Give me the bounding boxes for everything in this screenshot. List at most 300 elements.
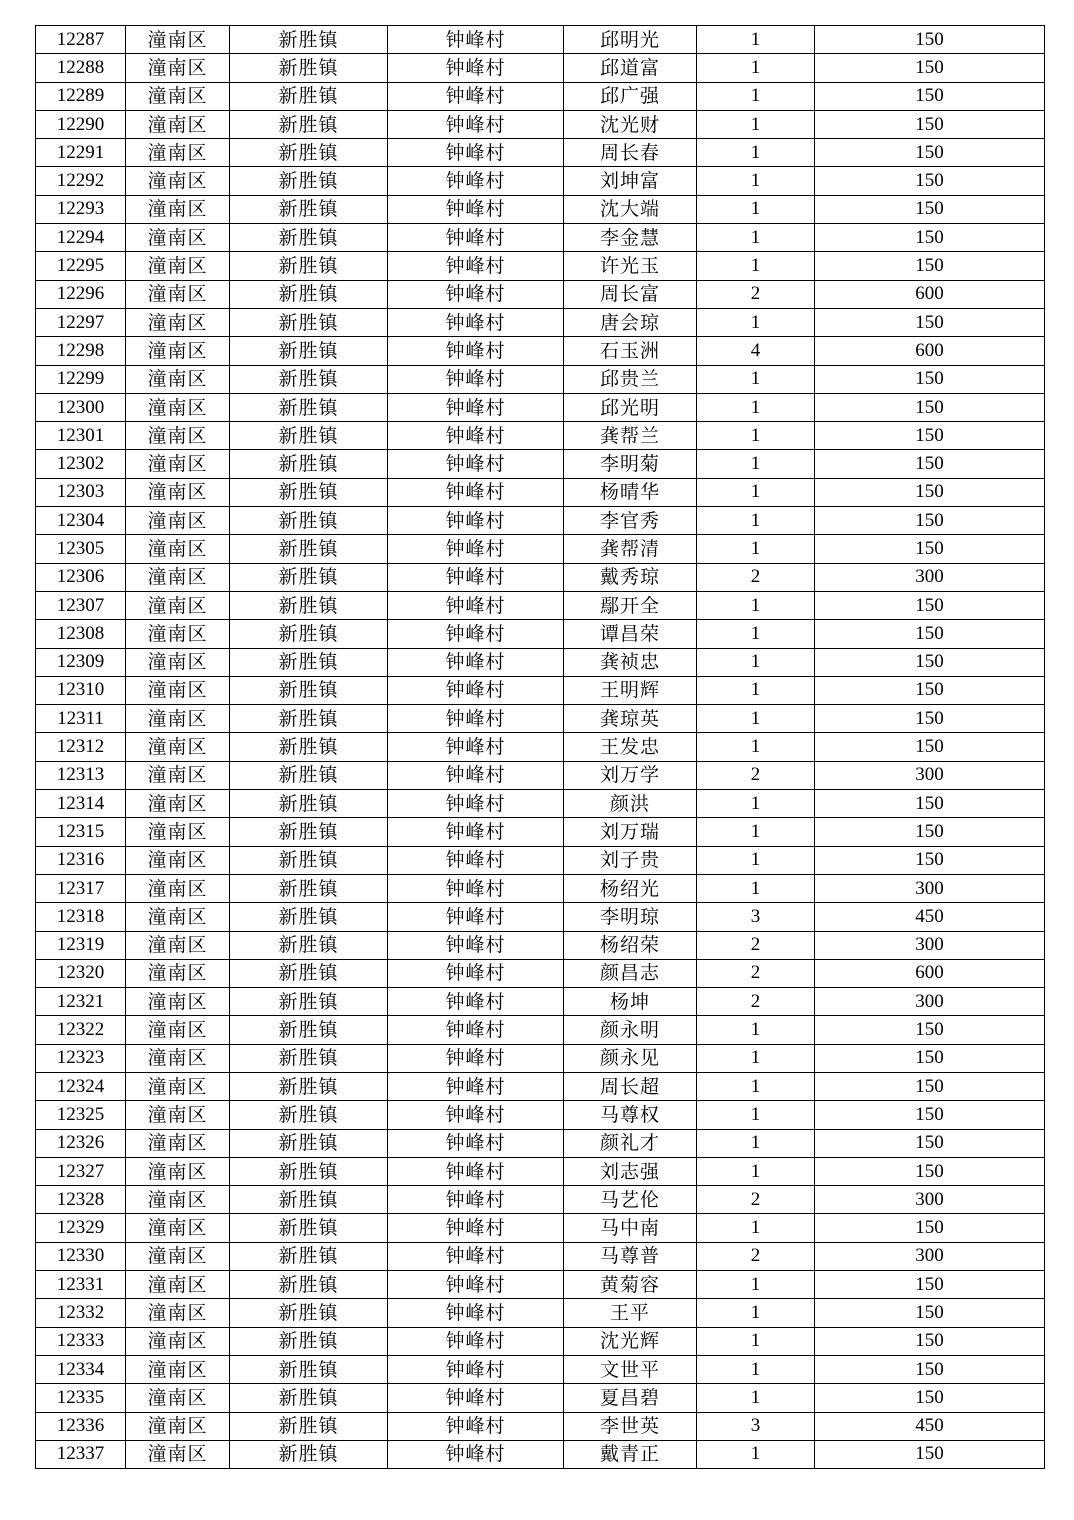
cell-district: 潼南区: [126, 1072, 230, 1100]
cell-amount: 450: [815, 903, 1045, 931]
cell-row-number: 12326: [36, 1129, 126, 1157]
cell-district: 潼南区: [126, 82, 230, 110]
cell-row-number: 12322: [36, 1016, 126, 1044]
cell-district: 潼南区: [126, 591, 230, 619]
table-row: [36, 167, 1045, 195]
cell-district: 潼南区: [126, 365, 230, 393]
cell-row-number: 12300: [36, 393, 126, 421]
cell-row-number: 12292: [36, 167, 126, 195]
cell-name: 颜昌志: [564, 959, 697, 987]
cell-row-number: 12333: [36, 1327, 126, 1355]
cell-amount: 150: [815, 54, 1045, 82]
cell-name: 周长春: [564, 139, 697, 167]
cell-town: 新胜镇: [230, 1440, 388, 1468]
cell-town: 新胜镇: [230, 620, 388, 648]
cell-name: 颜洪: [564, 790, 697, 818]
cell-household-count: 1: [697, 790, 815, 818]
cell-amount: 150: [815, 1129, 1045, 1157]
table-row: [36, 54, 1045, 82]
records-table: [35, 25, 1045, 1469]
cell-name: 邱道富: [564, 54, 697, 82]
cell-household-count: 1: [697, 648, 815, 676]
cell-household-count: 1: [697, 535, 815, 563]
cell-village: 钟峰村: [388, 1299, 564, 1327]
cell-district: 潼南区: [126, 252, 230, 280]
cell-village: 钟峰村: [388, 1186, 564, 1214]
cell-village: 钟峰村: [388, 1072, 564, 1100]
cell-name: 刘子贵: [564, 846, 697, 874]
cell-amount: 300: [815, 563, 1045, 591]
table-row: [36, 818, 1045, 846]
cell-row-number: 12309: [36, 648, 126, 676]
table-row: [36, 931, 1045, 959]
cell-amount: 150: [815, 393, 1045, 421]
cell-row-number: 12299: [36, 365, 126, 393]
cell-district: 潼南区: [126, 733, 230, 761]
cell-name: 邱光明: [564, 393, 697, 421]
cell-row-number: 12310: [36, 676, 126, 704]
cell-district: 潼南区: [126, 1299, 230, 1327]
table-row: [36, 761, 1045, 789]
cell-household-count: 1: [697, 1440, 815, 1468]
cell-name: 李金慧: [564, 224, 697, 252]
cell-name: 唐会琼: [564, 308, 697, 336]
cell-village: 钟峰村: [388, 195, 564, 223]
table-row: [36, 620, 1045, 648]
cell-row-number: 12298: [36, 337, 126, 365]
cell-town: 新胜镇: [230, 139, 388, 167]
table-row: [36, 1384, 1045, 1412]
cell-household-count: 1: [697, 1299, 815, 1327]
cell-household-count: 1: [697, 195, 815, 223]
table-row: [36, 139, 1045, 167]
table-row: [36, 959, 1045, 987]
cell-household-count: 1: [697, 26, 815, 54]
cell-name: 鄢开全: [564, 591, 697, 619]
cell-name: 邱明光: [564, 26, 697, 54]
cell-amount: 150: [815, 1355, 1045, 1383]
cell-district: 潼南区: [126, 26, 230, 54]
cell-household-count: 3: [697, 1412, 815, 1440]
table-row: [36, 563, 1045, 591]
cell-row-number: 12316: [36, 846, 126, 874]
cell-district: 潼南区: [126, 988, 230, 1016]
cell-district: 潼南区: [126, 931, 230, 959]
cell-village: 钟峰村: [388, 705, 564, 733]
cell-amount: 300: [815, 931, 1045, 959]
cell-name: 龚琼英: [564, 705, 697, 733]
cell-district: 潼南区: [126, 280, 230, 308]
cell-village: 钟峰村: [388, 450, 564, 478]
table-row: [36, 280, 1045, 308]
table-row: [36, 790, 1045, 818]
table-row: [36, 1412, 1045, 1440]
cell-town: 新胜镇: [230, 591, 388, 619]
cell-amount: 150: [815, 139, 1045, 167]
cell-town: 新胜镇: [230, 733, 388, 761]
cell-household-count: 1: [697, 705, 815, 733]
cell-row-number: 12327: [36, 1157, 126, 1185]
cell-amount: 150: [815, 110, 1045, 138]
cell-row-number: 12313: [36, 761, 126, 789]
cell-district: 潼南区: [126, 422, 230, 450]
cell-row-number: 12331: [36, 1271, 126, 1299]
cell-amount: 150: [815, 507, 1045, 535]
cell-amount: 150: [815, 1327, 1045, 1355]
cell-household-count: 1: [697, 1214, 815, 1242]
cell-district: 潼南区: [126, 308, 230, 336]
cell-amount: 150: [815, 705, 1045, 733]
cell-district: 潼南区: [126, 648, 230, 676]
cell-name: 李明菊: [564, 450, 697, 478]
cell-district: 潼南区: [126, 846, 230, 874]
table-row: [36, 26, 1045, 54]
cell-row-number: 12328: [36, 1186, 126, 1214]
cell-district: 潼南区: [126, 620, 230, 648]
cell-amount: 150: [815, 846, 1045, 874]
cell-amount: 150: [815, 676, 1045, 704]
cell-amount: 450: [815, 1412, 1045, 1440]
cell-village: 钟峰村: [388, 931, 564, 959]
cell-village: 钟峰村: [388, 846, 564, 874]
cell-town: 新胜镇: [230, 365, 388, 393]
cell-village: 钟峰村: [388, 1327, 564, 1355]
cell-town: 新胜镇: [230, 280, 388, 308]
cell-name: 刘坤富: [564, 167, 697, 195]
table-row: [36, 733, 1045, 761]
cell-district: 潼南区: [126, 337, 230, 365]
cell-name: 颜礼才: [564, 1129, 697, 1157]
cell-household-count: 2: [697, 988, 815, 1016]
cell-household-count: 1: [697, 450, 815, 478]
table-row: [36, 591, 1045, 619]
cell-household-count: 1: [697, 874, 815, 902]
cell-household-count: 1: [697, 846, 815, 874]
cell-amount: 150: [815, 1214, 1045, 1242]
cell-district: 潼南区: [126, 818, 230, 846]
cell-amount: 150: [815, 1072, 1045, 1100]
cell-household-count: 1: [697, 1157, 815, 1185]
table-row: [36, 308, 1045, 336]
cell-row-number: 12305: [36, 535, 126, 563]
table-row: [36, 846, 1045, 874]
cell-amount: 150: [815, 252, 1045, 280]
cell-household-count: 1: [697, 1044, 815, 1072]
cell-village: 钟峰村: [388, 26, 564, 54]
cell-amount: 150: [815, 365, 1045, 393]
cell-town: 新胜镇: [230, 676, 388, 704]
cell-town: 新胜镇: [230, 252, 388, 280]
table-row: [36, 1129, 1045, 1157]
cell-row-number: 12308: [36, 620, 126, 648]
cell-district: 潼南区: [126, 110, 230, 138]
cell-village: 钟峰村: [388, 591, 564, 619]
cell-amount: 150: [815, 620, 1045, 648]
cell-village: 钟峰村: [388, 903, 564, 931]
cell-village: 钟峰村: [388, 167, 564, 195]
cell-household-count: 2: [697, 959, 815, 987]
cell-town: 新胜镇: [230, 54, 388, 82]
cell-name: 刘志强: [564, 1157, 697, 1185]
cell-amount: 150: [815, 1440, 1045, 1468]
cell-village: 钟峰村: [388, 1355, 564, 1383]
cell-town: 新胜镇: [230, 1327, 388, 1355]
cell-row-number: 12315: [36, 818, 126, 846]
cell-household-count: 2: [697, 1186, 815, 1214]
cell-name: 周长超: [564, 1072, 697, 1100]
cell-district: 潼南区: [126, 903, 230, 931]
cell-town: 新胜镇: [230, 648, 388, 676]
cell-row-number: 12306: [36, 563, 126, 591]
table-row: [36, 903, 1045, 931]
cell-district: 潼南区: [126, 1355, 230, 1383]
cell-district: 潼南区: [126, 563, 230, 591]
cell-row-number: 12294: [36, 224, 126, 252]
cell-name: 马艺伦: [564, 1186, 697, 1214]
table-row: [36, 705, 1045, 733]
cell-household-count: 1: [697, 1016, 815, 1044]
cell-household-count: 1: [697, 1072, 815, 1100]
cell-row-number: 12312: [36, 733, 126, 761]
cell-household-count: 1: [697, 1355, 815, 1383]
cell-row-number: 12325: [36, 1101, 126, 1129]
cell-village: 钟峰村: [388, 620, 564, 648]
cell-district: 潼南区: [126, 874, 230, 902]
cell-amount: 150: [815, 1016, 1045, 1044]
table-row: [36, 337, 1045, 365]
cell-row-number: 12334: [36, 1355, 126, 1383]
cell-village: 钟峰村: [388, 733, 564, 761]
cell-town: 新胜镇: [230, 903, 388, 931]
cell-name: 马中南: [564, 1214, 697, 1242]
cell-row-number: 12289: [36, 82, 126, 110]
cell-amount: 300: [815, 1242, 1045, 1270]
cell-amount: 150: [815, 535, 1045, 563]
cell-town: 新胜镇: [230, 1299, 388, 1327]
cell-name: 周长富: [564, 280, 697, 308]
cell-name: 颜永明: [564, 1016, 697, 1044]
cell-village: 钟峰村: [388, 1384, 564, 1412]
cell-row-number: 12337: [36, 1440, 126, 1468]
cell-name: 许光玉: [564, 252, 697, 280]
table-row: [36, 648, 1045, 676]
cell-row-number: 12329: [36, 1214, 126, 1242]
cell-village: 钟峰村: [388, 54, 564, 82]
cell-household-count: 1: [697, 1327, 815, 1355]
cell-amount: 600: [815, 280, 1045, 308]
cell-town: 新胜镇: [230, 1412, 388, 1440]
cell-amount: 150: [815, 648, 1045, 676]
cell-town: 新胜镇: [230, 167, 388, 195]
table-row: [36, 1157, 1045, 1185]
cell-amount: 150: [815, 733, 1045, 761]
cell-name: 沈光辉: [564, 1327, 697, 1355]
cell-name: 李世英: [564, 1412, 697, 1440]
cell-household-count: 1: [697, 167, 815, 195]
cell-village: 钟峰村: [388, 1044, 564, 1072]
cell-amount: 150: [815, 818, 1045, 846]
cell-amount: 150: [815, 224, 1045, 252]
table-row: [36, 1072, 1045, 1100]
cell-district: 潼南区: [126, 535, 230, 563]
cell-town: 新胜镇: [230, 818, 388, 846]
cell-village: 钟峰村: [388, 308, 564, 336]
cell-name: 龚帮清: [564, 535, 697, 563]
cell-district: 潼南区: [126, 1271, 230, 1299]
cell-household-count: 1: [697, 591, 815, 619]
cell-district: 潼南区: [126, 450, 230, 478]
cell-town: 新胜镇: [230, 26, 388, 54]
cell-district: 潼南区: [126, 1384, 230, 1412]
cell-household-count: 2: [697, 280, 815, 308]
cell-district: 潼南区: [126, 676, 230, 704]
cell-village: 钟峰村: [388, 648, 564, 676]
cell-village: 钟峰村: [388, 988, 564, 1016]
cell-name: 王平: [564, 1299, 697, 1327]
cell-district: 潼南区: [126, 54, 230, 82]
cell-district: 潼南区: [126, 1044, 230, 1072]
cell-village: 钟峰村: [388, 563, 564, 591]
table-row: [36, 1016, 1045, 1044]
cell-town: 新胜镇: [230, 110, 388, 138]
cell-town: 新胜镇: [230, 422, 388, 450]
cell-village: 钟峰村: [388, 676, 564, 704]
cell-household-count: 1: [697, 818, 815, 846]
cell-household-count: 1: [697, 393, 815, 421]
cell-village: 钟峰村: [388, 365, 564, 393]
cell-town: 新胜镇: [230, 1242, 388, 1270]
cell-amount: 150: [815, 1271, 1045, 1299]
cell-amount: 150: [815, 1044, 1045, 1072]
cell-name: 石玉洲: [564, 337, 697, 365]
cell-village: 钟峰村: [388, 1214, 564, 1242]
cell-village: 钟峰村: [388, 252, 564, 280]
cell-town: 新胜镇: [230, 959, 388, 987]
cell-row-number: 12307: [36, 591, 126, 619]
cell-village: 钟峰村: [388, 337, 564, 365]
cell-village: 钟峰村: [388, 790, 564, 818]
cell-name: 刘万学: [564, 761, 697, 789]
cell-district: 潼南区: [126, 1157, 230, 1185]
cell-district: 潼南区: [126, 478, 230, 506]
cell-household-count: 4: [697, 337, 815, 365]
cell-row-number: 12290: [36, 110, 126, 138]
cell-household-count: 1: [697, 1384, 815, 1412]
cell-household-count: 1: [697, 1129, 815, 1157]
cell-district: 潼南区: [126, 1412, 230, 1440]
cell-district: 潼南区: [126, 1101, 230, 1129]
cell-name: 杨绍光: [564, 874, 697, 902]
cell-household-count: 1: [697, 224, 815, 252]
table-row: [36, 1327, 1045, 1355]
table-row: [36, 1044, 1045, 1072]
cell-name: 杨晴华: [564, 478, 697, 506]
cell-town: 新胜镇: [230, 1384, 388, 1412]
cell-name: 颜永见: [564, 1044, 697, 1072]
table-row: [36, 450, 1045, 478]
cell-amount: 150: [815, 195, 1045, 223]
table-row: [36, 365, 1045, 393]
cell-household-count: 1: [697, 1271, 815, 1299]
cell-household-count: 1: [697, 82, 815, 110]
cell-town: 新胜镇: [230, 1271, 388, 1299]
cell-row-number: 12336: [36, 1412, 126, 1440]
cell-town: 新胜镇: [230, 507, 388, 535]
cell-amount: 300: [815, 1186, 1045, 1214]
table-row: [36, 252, 1045, 280]
cell-row-number: 12301: [36, 422, 126, 450]
table-row: [36, 1101, 1045, 1129]
cell-village: 钟峰村: [388, 478, 564, 506]
cell-town: 新胜镇: [230, 1157, 388, 1185]
cell-amount: 150: [815, 422, 1045, 450]
cell-name: 沈光财: [564, 110, 697, 138]
cell-row-number: 12335: [36, 1384, 126, 1412]
cell-village: 钟峰村: [388, 1440, 564, 1468]
cell-row-number: 12303: [36, 478, 126, 506]
cell-row-number: 12302: [36, 450, 126, 478]
cell-amount: 150: [815, 308, 1045, 336]
cell-name: 杨坤: [564, 988, 697, 1016]
cell-household-count: 1: [697, 1101, 815, 1129]
cell-village: 钟峰村: [388, 280, 564, 308]
cell-amount: 150: [815, 790, 1045, 818]
cell-town: 新胜镇: [230, 1072, 388, 1100]
cell-row-number: 12323: [36, 1044, 126, 1072]
cell-district: 潼南区: [126, 167, 230, 195]
table-row: [36, 478, 1045, 506]
cell-row-number: 12287: [36, 26, 126, 54]
cell-household-count: 2: [697, 1242, 815, 1270]
table-row: [36, 874, 1045, 902]
cell-village: 钟峰村: [388, 1101, 564, 1129]
cell-household-count: 1: [697, 507, 815, 535]
cell-name: 邱广强: [564, 82, 697, 110]
table-row: [36, 110, 1045, 138]
cell-town: 新胜镇: [230, 931, 388, 959]
table-row: [36, 224, 1045, 252]
cell-village: 钟峰村: [388, 1412, 564, 1440]
cell-row-number: 12311: [36, 705, 126, 733]
cell-village: 钟峰村: [388, 959, 564, 987]
cell-row-number: 12321: [36, 988, 126, 1016]
cell-village: 钟峰村: [388, 535, 564, 563]
table-row: [36, 1440, 1045, 1468]
cell-row-number: 12291: [36, 139, 126, 167]
cell-amount: 150: [815, 1384, 1045, 1412]
cell-town: 新胜镇: [230, 478, 388, 506]
cell-village: 钟峰村: [388, 1016, 564, 1044]
cell-town: 新胜镇: [230, 563, 388, 591]
cell-district: 潼南区: [126, 761, 230, 789]
cell-name: 戴秀琼: [564, 563, 697, 591]
cell-name: 龚祯忠: [564, 648, 697, 676]
cell-household-count: 1: [697, 110, 815, 138]
cell-name: 杨绍荣: [564, 931, 697, 959]
cell-row-number: 12320: [36, 959, 126, 987]
cell-town: 新胜镇: [230, 790, 388, 818]
cell-row-number: 12319: [36, 931, 126, 959]
cell-name: 李官秀: [564, 507, 697, 535]
table-row: [36, 422, 1045, 450]
cell-name: 戴青正: [564, 1440, 697, 1468]
cell-village: 钟峰村: [388, 874, 564, 902]
cell-district: 潼南区: [126, 1214, 230, 1242]
cell-household-count: 1: [697, 676, 815, 704]
cell-town: 新胜镇: [230, 308, 388, 336]
cell-name: 黄菊容: [564, 1271, 697, 1299]
cell-row-number: 12304: [36, 507, 126, 535]
